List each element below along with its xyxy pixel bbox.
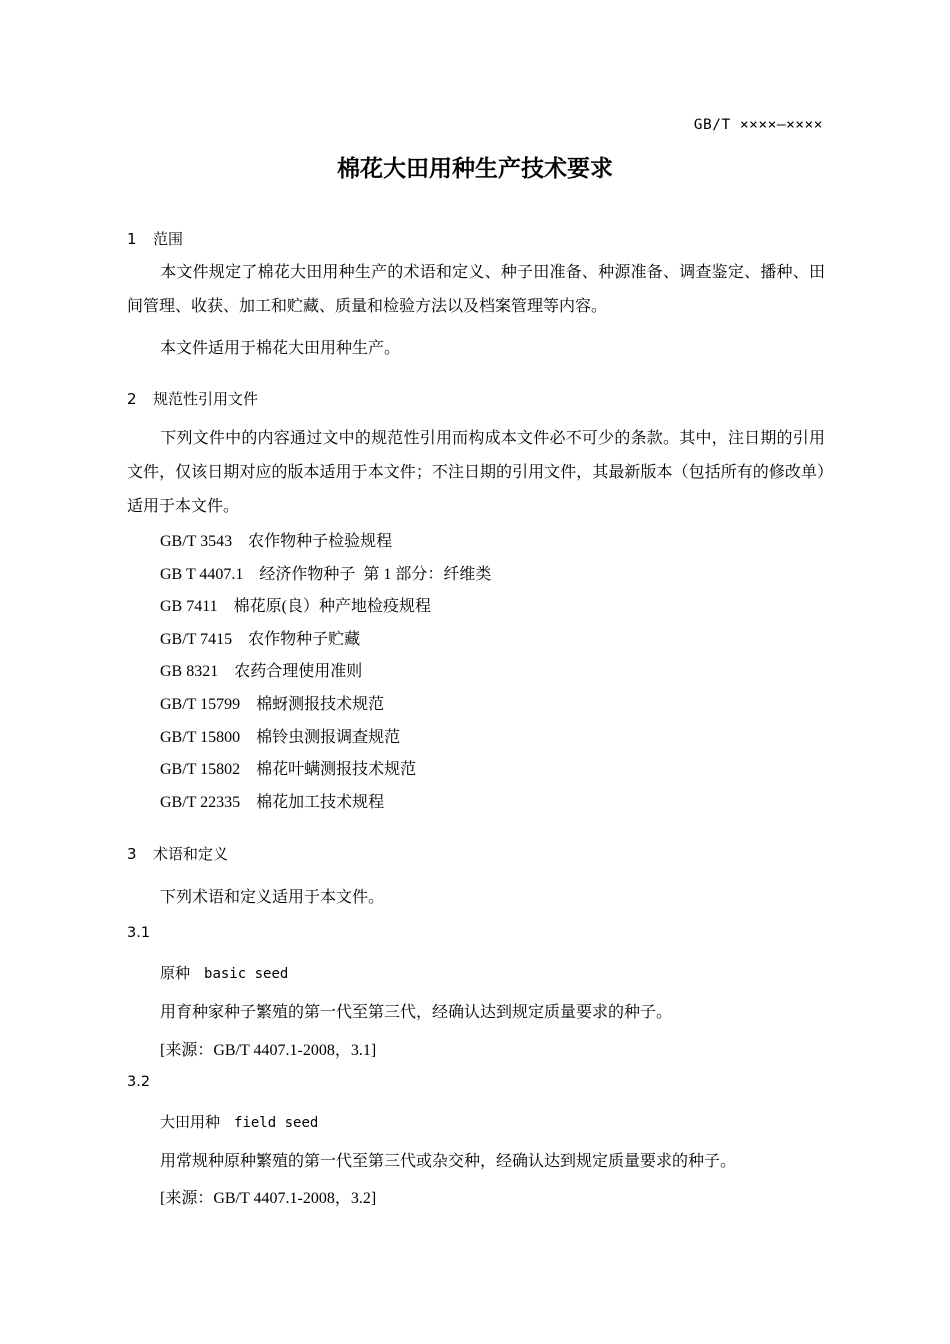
section-title: 术语和定义 <box>153 845 229 863</box>
reference-item <box>160 593 431 616</box>
reference-code: GB/T 22335 <box>160 794 241 811</box>
reference-item <box>160 789 384 812</box>
term-number: 3.1 <box>127 925 151 941</box>
section-number: 2 <box>127 390 137 408</box>
reference-name: 农作物种子贮藏 <box>248 631 361 648</box>
term-definition: 用育种家种子繁殖的第一代至第三代，经确认达到规定质量要求的种子。 <box>160 1004 673 1021</box>
paragraph-text: 本文件适用于棉花大田用种生产。 <box>160 340 401 357</box>
paragraph-text: 下列文件中的内容通过文中的规范性引用而构成本文件必不可少的条款。其中，注日期的引用文件，仅该日期对应的版本适用于本文件；不注日期的引用文件，其最新版本（包括所有的修改单）适用于本文件。 <box>127 430 825 515</box>
term-english: field seed <box>234 1115 319 1131</box>
reference-item <box>160 756 416 779</box>
reference-code: GB T 4407.1 <box>160 566 244 583</box>
reference-item <box>160 528 392 551</box>
reference-name: 农药合理使用准则 <box>234 663 363 680</box>
reference-name: 棉铃虫测报调查规范 <box>256 729 401 746</box>
term-chinese: 原种 <box>160 964 191 982</box>
reference-item <box>160 561 491 584</box>
section-heading-normative-references <box>127 388 258 409</box>
reference-name: 棉花叶螨测报技术规范 <box>256 761 417 778</box>
reference-code: GB/T 15800 <box>160 729 241 746</box>
reference-code: GB/T 7415 <box>160 631 233 648</box>
term-english: basic seed <box>204 966 289 982</box>
section-number: 3 <box>127 845 137 863</box>
reference-name: 棉花原(良）种产地检疫规程 <box>233 598 431 615</box>
paragraph-scope-2 <box>127 332 825 366</box>
section-title: 规范性引用文件 <box>153 390 259 408</box>
paragraph-scope-1 <box>127 256 825 324</box>
paragraph-terms-intro: 下列术语和定义适用于本文件。 <box>160 889 385 906</box>
paragraph-normative-references <box>127 422 825 524</box>
term-number: 3.2 <box>127 1074 151 1090</box>
section-heading-scope <box>127 228 183 249</box>
reference-item <box>160 691 384 714</box>
reference-code: GB/T 15799 <box>160 696 241 713</box>
reference-code: GB 8321 <box>160 663 219 680</box>
section-number: 1 <box>127 230 137 248</box>
reference-name: 经济作物种子 第 1 部分：纤维类 <box>259 566 492 583</box>
term-definition: 用常规种原种繁殖的第一代至第三代或杂交种，经确认达到规定质量要求的种子。 <box>160 1153 737 1170</box>
document-title: 棉花大田用种生产技术要求 <box>337 156 613 182</box>
term-source: [来源：GB/T 4407.1-2008，3.1] <box>160 1042 377 1059</box>
section-heading-terms <box>127 843 228 864</box>
term-entry <box>160 1111 318 1132</box>
reference-name: 农作物种子检验规程 <box>248 533 393 550</box>
reference-code: GB/T 3543 <box>160 533 233 550</box>
section-title: 范围 <box>153 230 184 248</box>
term-chinese: 大田用种 <box>160 1113 221 1131</box>
paragraph-text: 本文件规定了棉花大田用种生产的术语和定义、种子田准备、种源准备、调查鉴定、播种、田间管理、收获、加工和贮藏、质量和检验方法以及档案管理等内容。 <box>127 264 825 315</box>
reference-item <box>160 658 362 681</box>
reference-item <box>160 626 360 649</box>
reference-name: 棉花加工技术规程 <box>256 794 385 811</box>
reference-code: GB 7411 <box>160 598 218 615</box>
standard-code: GB/T ××××—×××× <box>693 117 823 133</box>
reference-code: GB/T 15802 <box>160 761 241 778</box>
reference-name: 棉蚜测报技术规范 <box>256 696 385 713</box>
reference-item <box>160 724 400 747</box>
term-entry <box>160 962 288 983</box>
term-source: [来源：GB/T 4407.1-2008，3.2] <box>160 1190 377 1207</box>
